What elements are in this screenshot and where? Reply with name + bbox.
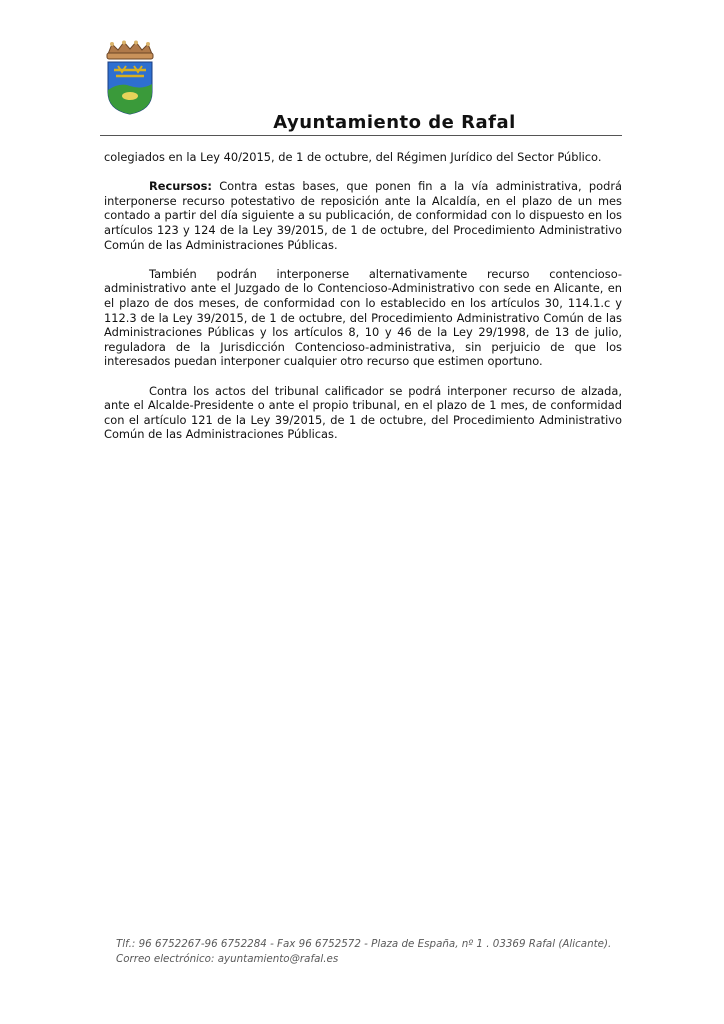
paragraph-3: Contra los actos del tribunal calificador se podrá interponer recurso de alzada, ante el Alcalde-Presidente o ante el propio tribunal, en el plazo de 1 mes, de conformidad con el artículo 121 de la Ley 39/2015, de 1 de octubre, del Procedimiento Administrativo Común de las Administraciones Públicas.	[104, 383, 622, 442]
header-divider	[100, 135, 622, 136]
paragraph-recursos	[104, 179, 622, 252]
document-body	[104, 150, 622, 456]
page-footer	[116, 937, 611, 967]
crown-icon	[107, 41, 153, 60]
paragraph-label: Recursos:	[149, 179, 212, 194]
footer-email-line: Correo electrónico: ayuntamiento@rafal.es	[116, 953, 339, 965]
paragraph-2: También podrán interponerse alternativamente recurso contencioso-administrativo ante el Juzgado de lo Contencioso-Administrativo con sede en Alicante, en el plazo de dos meses, de conformidad con lo establecido en los artículos 30, 114.1.c y 112.3 de la Ley 39/2015, de 1 de octubre, del Procedimiento Administrativo Común de las Administraciones Públicas y los artículos 8, 10 y 46 de la Ley 29/1998, de 13 de julio, reguladora de la Jurisdicción Contencioso-administrativa, sin perjuicio de que los interesados puedan interponer cualquier otro recurso que estimen oportuno.	[104, 266, 622, 369]
paragraph-0: colegiados en la Ley 40/2015, de 1 de octubre, del Régimen Jurídico del Sector Público.	[104, 150, 602, 164]
title-text: Ayuntamiento de Rafal	[273, 112, 516, 133]
paragraph-text: Contra estas bases, que ponen fin a la vía administrativa, podrá interponerse recurso potestativo de reposición ante la Alcaldía, en el plazo de un mes contado a partir del día siguiente a su publicación, de conformidad con lo dispuesto en los artículos 123 y 124 de la Ley 39/2015, de 1 de octubre, del Procedimiento Administrativo Común de las Administraciones Públicas.	[104, 179, 622, 252]
coat-of-arms-icon	[100, 40, 160, 116]
shield-icon	[108, 62, 152, 114]
page-title	[0, 112, 724, 133]
footer-contact-line: Tlf.: 96 6752267-96 6752284 - Fax 96 6752572 - Plaza de España, nº 1 . 03369 Rafal (Alicante).	[116, 938, 612, 950]
